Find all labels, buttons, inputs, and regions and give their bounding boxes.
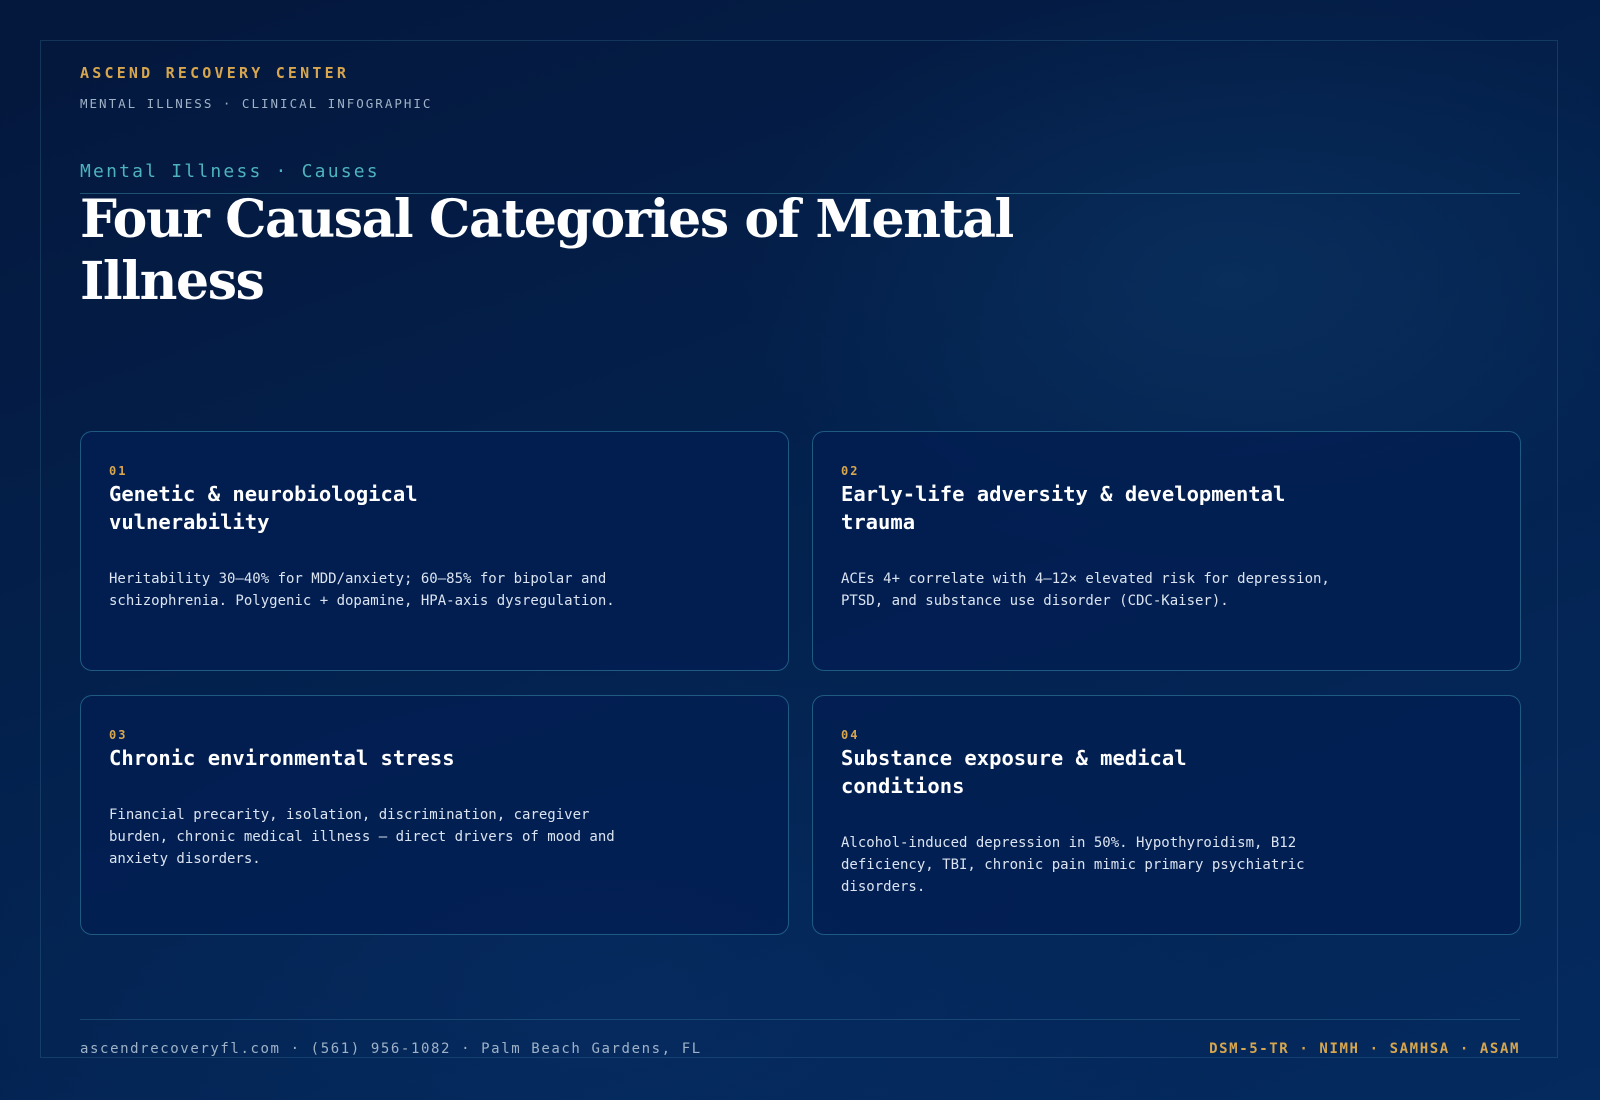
card-number: 02 bbox=[841, 464, 860, 478]
card-title: Substance exposure & medical conditions bbox=[841, 746, 1187, 798]
card-title: Genetic & neurobiological vulnerability bbox=[109, 482, 418, 534]
card-number: 04 bbox=[841, 728, 860, 742]
card-body: ACEs 4+ correlate with 4–12× elevated risk for depression, PTSD, and substance use disorder (CDC-Kaiser). bbox=[841, 571, 1330, 609]
cause-card-adversity bbox=[812, 431, 1521, 671]
brand-name: ASCEND RECOVERY CENTER bbox=[80, 64, 350, 82]
card-body: Financial precarity, isolation, discrimination, caregiver burden, chronic medical illness — direct drivers of mood and anxiety disorders. bbox=[109, 807, 615, 867]
cause-card-substance bbox=[812, 695, 1521, 935]
card-title: Early-life adversity & developmental trauma bbox=[841, 482, 1286, 534]
section-kicker: Mental Illness · Causes bbox=[80, 161, 380, 182]
footer-contact[interactable]: ascendrecoveryfl.com · (561) 956-1082 · Palm Beach Gardens, FL bbox=[80, 1041, 702, 1057]
card-body: Alcohol-induced depression in 50%. Hypothyroidism, B12 deficiency, TBI, chronic pain mimic primary psychiatric disorders. bbox=[841, 835, 1305, 895]
card-number: 01 bbox=[109, 464, 128, 478]
footer-sources: DSM-5-TR · NIMH · SAMHSA · ASAM bbox=[1209, 1041, 1520, 1057]
card-number: 03 bbox=[109, 728, 128, 742]
card-body: Heritability 30–40% for MDD/anxiety; 60–85% for bipolar and schizophrenia. Polygenic + dopamine, HPA-axis dysregulation. bbox=[109, 571, 615, 609]
brand-subtitle: MENTAL ILLNESS · CLINICAL INFOGRAPHIC bbox=[80, 96, 433, 111]
card-title: Chronic environmental stress bbox=[109, 746, 455, 770]
cause-card-stress bbox=[80, 695, 789, 935]
page-title: Four Causal Categories of Mental Illness bbox=[80, 189, 1013, 312]
footer-divider bbox=[80, 1019, 1520, 1020]
cause-card-genetic bbox=[80, 431, 789, 671]
